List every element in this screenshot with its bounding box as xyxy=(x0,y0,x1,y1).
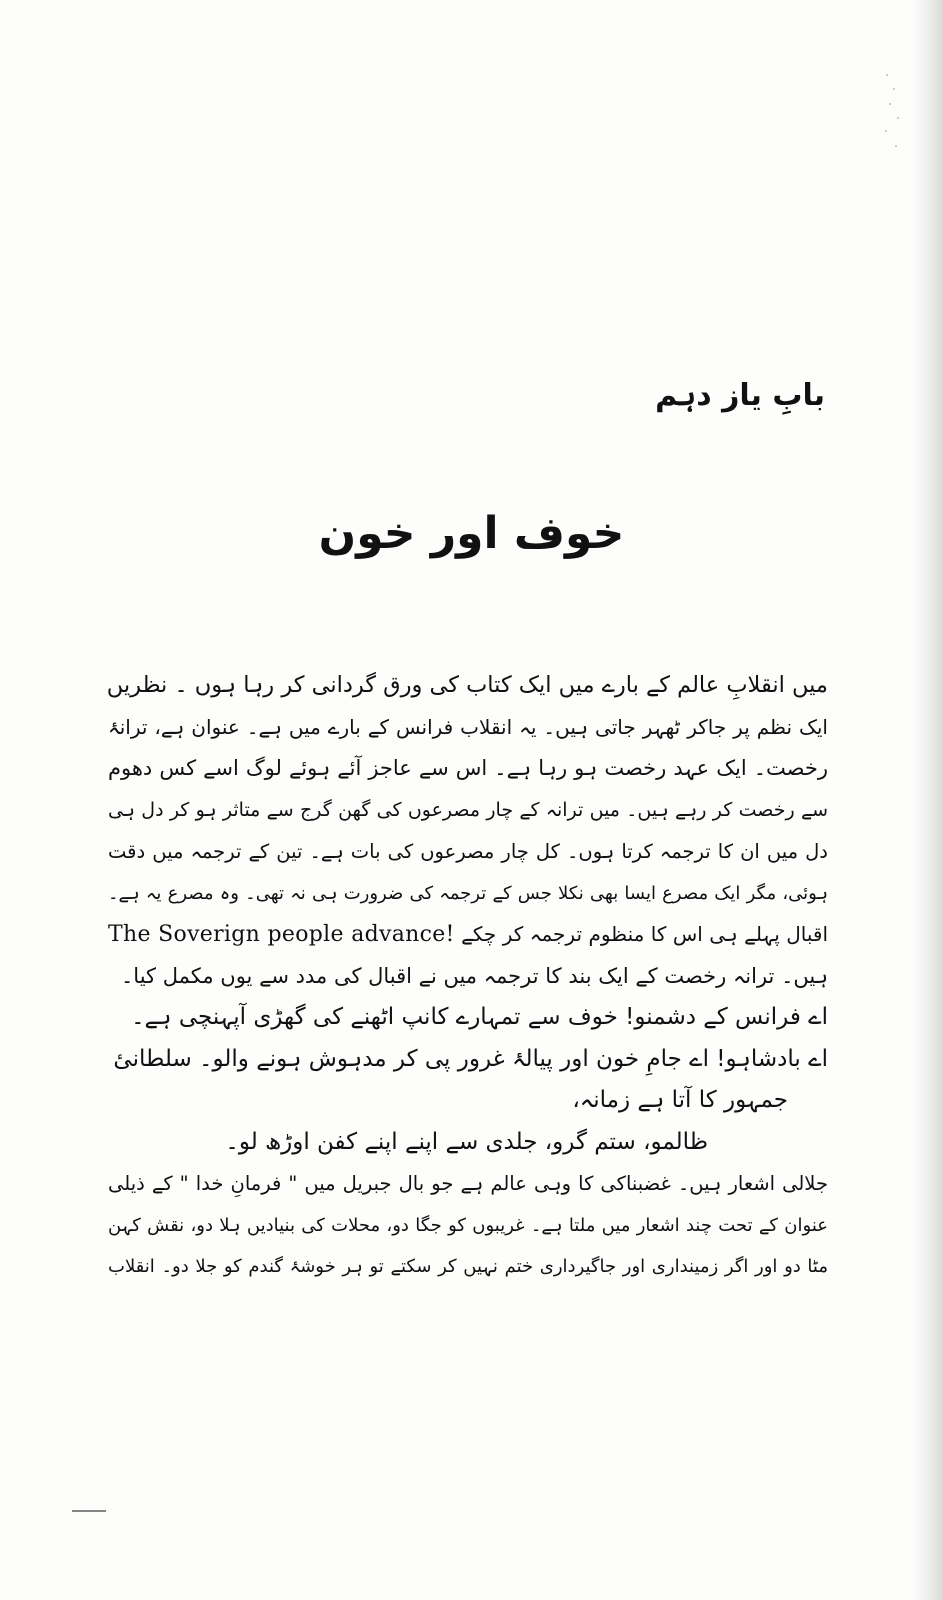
closing-line: مٹا دو اور اگر زمینداری اور جاگیرداری ختم نہیں کر سکتے تو ہر خوشۂ گندم کو جلا دو۔ انقلاب xyxy=(108,1256,828,1277)
chapter-heading: بابِ یاز دہم xyxy=(655,378,825,413)
paragraph-line: ہیں۔ ترانہ رخصت کے ایک بند کا ترجمہ میں نے اقبال کی مدد سے یوں مکمل کیا۔ xyxy=(121,963,828,988)
page-edge-shadow xyxy=(913,0,943,1600)
paragraph-line: رخصت۔ ایک عہد رخصت ہو رہا ہے۔ اس سے عاجز آئے ہوئے لوگ اسے کس دھوم xyxy=(108,756,828,780)
verse-line: ظالمو، ستم گرو، جلدی سے اپنے اپنے کفن اوڑھ لو۔ xyxy=(225,1128,708,1155)
paragraph-line: میں انقلابِ عالم کے بارے میں ایک کتاب کی ورق گردانی کر رہا ہوں ۔ نظریں xyxy=(106,672,828,698)
paragraph-line: سے رخصت کر رہے ہیں۔ میں ترانہ کے چار مصرعوں کی گھن گرج سے متاثر ہو کر دل ہی xyxy=(108,798,828,821)
english-quote-line xyxy=(108,914,828,956)
verse-line: جمہور کا آتا ہے زمانہ، xyxy=(572,1087,788,1113)
verse-line: اے بادشاہو! اے جامِ خون اور پیالۂ غرور پی کر مدہوش ہونے والو۔ سلطانیٔ xyxy=(113,1045,828,1072)
paragraph-line: ایک نظم پر جاکر ٹھہر جاتی ہیں۔ یہ انقلاب فرانس کے بارے میں ہے۔ عنوان ہے، ترانۂ xyxy=(108,714,828,739)
paragraph-line: دل میں ان کا ترجمہ کرتا ہوں۔ کل چار مصرعوں کی بات ہے۔ تین کے ترجمہ میں دقت xyxy=(108,840,828,863)
paragraph-line: ہوئی، مگر ایک مصرع ایسا بھی نکلا جس کے ترجمہ کی ضرورت ہی نہ تھی۔ وہ مصرع یہ ہے۔ xyxy=(108,882,828,904)
scan-specks xyxy=(883,70,905,160)
english-quote: The Soverign people advance! xyxy=(108,922,455,947)
chapter-title: خوف اور خون xyxy=(318,508,625,559)
verse-line: اے فرانس کے دشمنو! خوف سے تمہارے کانپ اٹھنے کی گھڑی آپہنچی ہے۔ xyxy=(131,1004,828,1030)
body-text xyxy=(108,665,828,1288)
after-english-text: اقبال پہلے ہی اس کا منظوم ترجمہ کر چکے xyxy=(461,922,828,946)
ink-mark xyxy=(72,1510,106,1512)
closing-line: عنوان کے تحت چند اشعار میں ملتا ہے۔ غریبوں کو جگا دو، محلات کی بنیادیں ہلا دو، نقش کہن xyxy=(108,1214,828,1236)
closing-line: جلالی اشعار ہیں۔ غضبناکی کا وہی عالم ہے جو بال جبریل میں " فرمانِ خدا " کے ذیلی xyxy=(108,1172,828,1195)
